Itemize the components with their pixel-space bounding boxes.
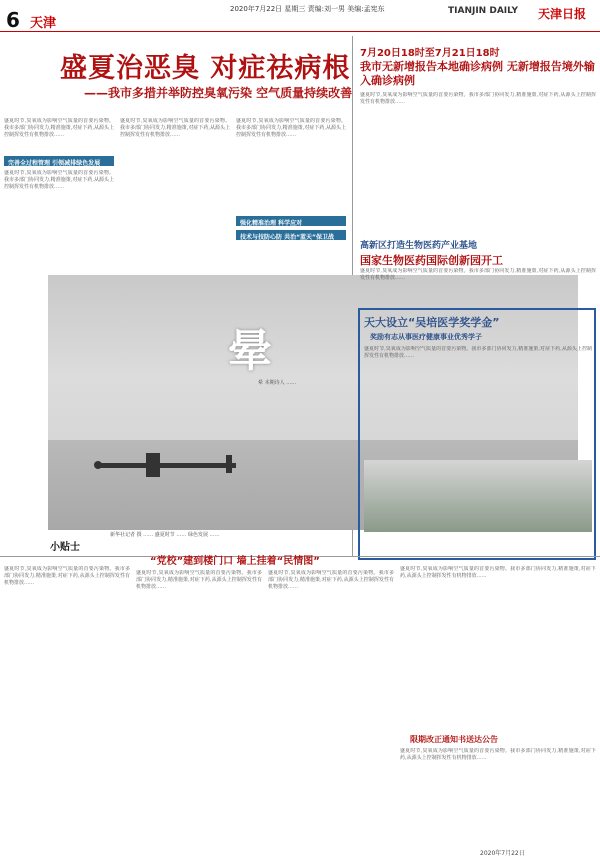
page-number: 6 (6, 8, 20, 32)
art-poem: 晕 本期诗人 …… (258, 380, 297, 386)
section-label: 天津 (30, 16, 57, 31)
award-headline: 天大设立“吴培医学奖学金” (364, 316, 500, 329)
lead-body-col1: 盛夏时节,臭氧成为影响空气质量的首要污染物。我市多部门协同发力,精准施策,对症下药,从源头上控制挥发性有机物排放…… (4, 170, 114, 190)
covid-body: 盛夏时节,臭氧成为影响空气质量的首要污染物。我市多部门协同发力,精准施策,对症下药,从源头上控制挥发性有机物排放…… (360, 92, 596, 105)
dateline: 2020年7月22日 星期三 责编:刘一男 美编:孟宪东 (230, 5, 385, 13)
lead-subheadline: ——我市多措并举防控臭氧污染 空气质量持续改善 (84, 86, 353, 100)
industry-kicker: 高新区打造生物医药产业基地 (360, 241, 478, 251)
lead-section-1: 完善全过程管理 引领减排绿色发展 (4, 156, 114, 166)
lower-body-col2: 盛夏时节,臭氧成为影响空气质量的首要污染物。我市多部门协同发力,精准施策,对症下药,从源头上控制挥发性有机物排放…… (136, 570, 262, 590)
feature-headline: “党校”建到楼门口 墙上挂着“民情图” (150, 556, 320, 567)
award-subheadline: 奖励有志从事医疗健康事业优秀学子 (370, 333, 482, 341)
lead-body-col3: 盛夏时节,臭氧成为影响空气质量的首要污染物。我市多部门协同发力,精准施策,对症下药,从源头上控制挥发性有机物排放…… (236, 118, 346, 138)
lead-section-3: 技术与技防心防 共治“蓝天”保卫战 (236, 230, 346, 240)
caption-tag: 小贴士 (50, 542, 80, 553)
notice-headline: 限期改正通知书送达公告 (410, 735, 498, 744)
award-box (358, 308, 596, 560)
paper-logo: 天津日报 (538, 7, 587, 21)
notice-body: 盛夏时节,臭氧成为影响空气质量的首要污染物。我市多部门协同发力,精准施策,对症下药,从源头上控制挥发性有机物排放…… (400, 748, 596, 761)
footer-date: 2020年7月22日 (480, 850, 525, 857)
paper-english-name: TIANJIN DAILY (448, 6, 518, 16)
lead-headline: 盛夏治恶臭 对症祛病根 (60, 53, 351, 84)
lead-body-col2: 盛夏时节,臭氧成为影响空气质量的首要污染物。我市多部门协同发力,精准施策,对症下药,从源头上控制挥发性有机物排放…… (120, 118, 230, 138)
masthead (0, 0, 600, 32)
lead-body: 盛夏时节,臭氧成为影响空气质量的首要污染物。我市多部门协同发力,精准施策,对症下药,从源头上控制挥发性有机物排放…… (4, 118, 114, 138)
award-body: 盛夏时节,臭氧成为影响空气质量的首要污染物。我市多部门协同发力,精准施策,对症下药,从源头上控制挥发性有机物排放…… (364, 346, 592, 359)
art-title-char: 晕 (228, 326, 272, 377)
airplane-icon (76, 445, 256, 485)
covid-date-head: 7月20日18时至7月21日18时 (360, 48, 500, 59)
covid-headline: 我市无新增报告本地确诊病例 无新增报告境外输入确诊病例 (360, 60, 595, 87)
lower-body-col1: 盛夏时节,臭氧成为影响空气质量的首要污染物。我市多部门协同发力,精准施策,对症下药,从源头上控制挥发性有机物排放…… (4, 566, 130, 586)
industry-headline: 国家生物医药国际创新园开工 (360, 254, 503, 267)
award-photo (364, 460, 592, 532)
lower-body-col3: 盛夏时节,臭氧成为影响空气质量的首要污染物。我市多部门协同发力,精准施策,对症下药,从源头上控制挥发性有机物排放…… (268, 570, 394, 590)
industry-body: 盛夏时节,臭氧成为影响空气质量的首要污染物。我市多部门协同发力,精准施策,对症下药,从源头上控制挥发性有机物排放…… (360, 268, 596, 281)
lower-body-col4: 盛夏时节,臭氧成为影响空气质量的首要污染物。我市多部门协同发力,精准施策,对症下药,从源头上控制挥发性有机物排放…… (400, 566, 596, 579)
art-caption: 新华社记者 摄 …… 盛夏时节 …… 绿色发展 …… (110, 532, 220, 538)
lead-section-2: 强化精准治理 科学应对 (236, 216, 346, 226)
